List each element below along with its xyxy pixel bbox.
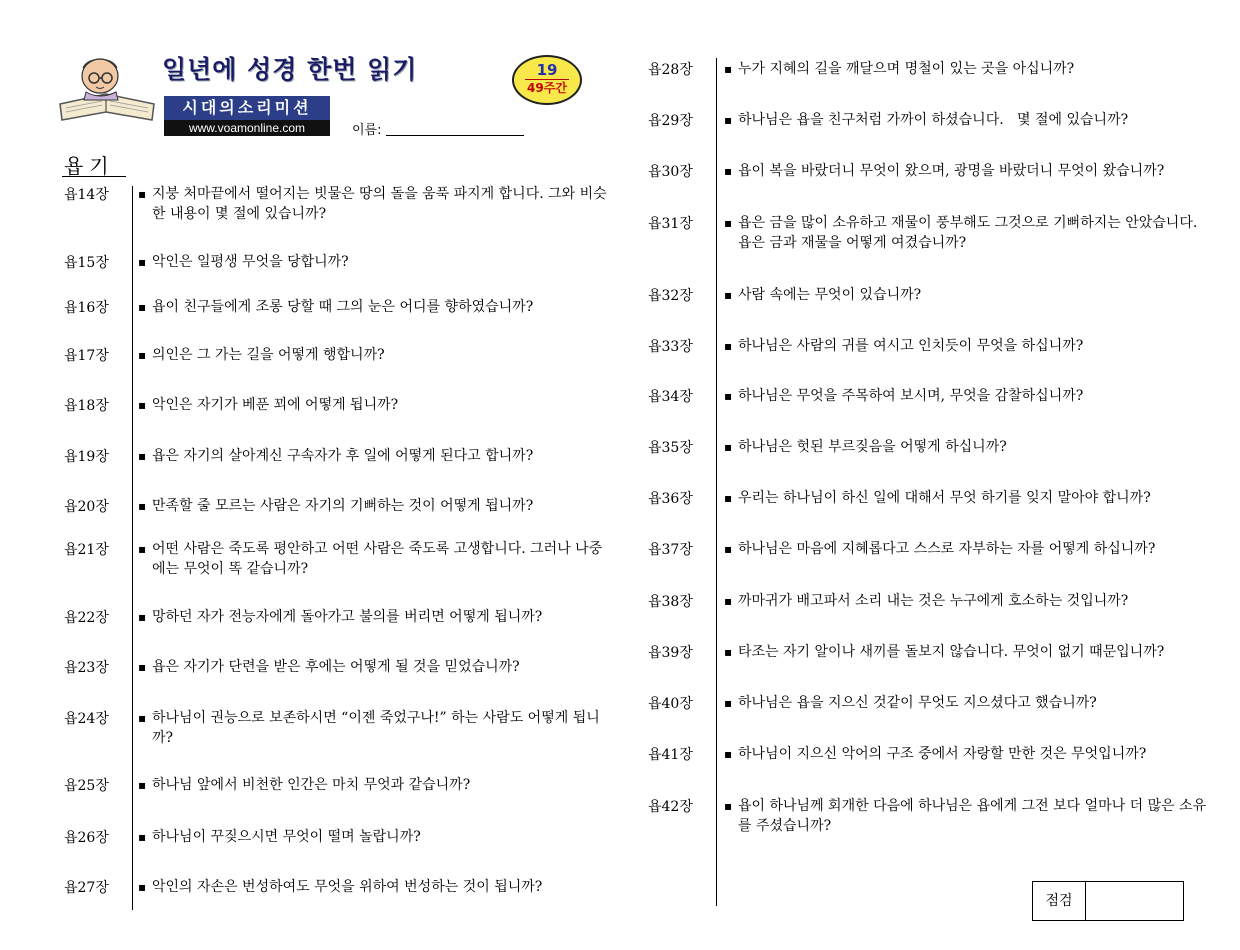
check-box[interactable] — [1032, 881, 1184, 921]
reading-man-illustration — [56, 54, 158, 124]
question-text: 만족할 줄 모르는 사람은 자기의 기뻐하는 것이 어떻게 됩니까? — [152, 498, 534, 514]
bullet-icon: ▪ — [724, 164, 733, 178]
bullet-icon: ▪ — [138, 348, 147, 362]
question-text: 하나님은 사람의 귀를 여시고 인치듯이 무엇을 하십니까? — [738, 338, 1084, 354]
chapter-label: 욥35장 — [648, 440, 693, 456]
question-text: 욥이 친구들에게 조롱 당할 때 그의 눈은 어디를 향하였습니까? — [152, 299, 534, 315]
chapter-label: 욥14장 — [64, 187, 109, 203]
badge-week: 49주간 — [527, 81, 567, 95]
chapter-label: 욥40장 — [648, 696, 693, 712]
chapter-label: 욥37장 — [648, 542, 693, 558]
chapter-label: 욥39장 — [648, 645, 693, 661]
chapter-label: 욥21장 — [64, 542, 109, 558]
check-label: 점검 — [1033, 882, 1086, 920]
question-text: 망하던 자가 전능자에게 돌아가고 불의를 버리면 어떻게 됩니까? — [152, 609, 543, 625]
bullet-icon: ▪ — [724, 542, 733, 556]
question-text: 욥은 자기의 살아계신 구속자가 후 일에 어떻게 된다고 합니까? — [152, 448, 534, 464]
chapter-label: 욥36장 — [648, 491, 693, 507]
chapter-label: 욥41장 — [648, 747, 693, 763]
question-text: 하나님 앞에서 비천한 인간은 마치 무엇과 같습니까? — [152, 777, 471, 793]
question-text: 하나님이 지으신 악어의 구조 중에서 자랑할 만한 것은 무엇입니까? — [738, 746, 1147, 762]
bullet-icon: ▪ — [138, 255, 147, 269]
bullet-icon: ▪ — [724, 62, 733, 76]
chapter-label: 욥27장 — [64, 880, 109, 896]
question-text: 악인은 자기가 베푼 꾀에 어떻게 됩니까? — [152, 397, 399, 413]
chapter-label: 욥42장 — [648, 799, 693, 815]
chapter-label: 욥20장 — [64, 499, 109, 515]
question-text: 타조는 자기 알이나 새끼를 돌보지 않습니다. 무엇이 없기 때문입니까? — [738, 644, 1165, 660]
question-text: 악인은 일평생 무엇을 당합니까? — [152, 254, 349, 270]
question-text: 누가 지혜의 길을 깨달으며 명철이 있는 곳을 아십니까? — [738, 61, 1075, 77]
schedule-badge — [512, 55, 582, 105]
question-text: 우리는 하나님이 하신 일에 대해서 무엇 하기를 잊지 말아야 합니까? — [738, 490, 1151, 506]
chapter-label: 욥15장 — [64, 255, 109, 271]
chapter-label: 욥33장 — [648, 339, 693, 355]
chapter-label: 욥24장 — [64, 711, 109, 727]
chapter-label: 욥19장 — [64, 449, 109, 465]
org-name: 시대의소리미션 — [164, 96, 330, 120]
bullet-icon: ▪ — [724, 113, 733, 127]
chapter-label: 욥28장 — [648, 62, 693, 78]
question-text: 욥이 복을 바랐더니 무엇이 왔으며, 광명을 바랐더니 무엇이 왔습니까? — [738, 163, 1165, 179]
bullet-icon: ▪ — [138, 830, 147, 844]
bullet-icon: ▪ — [724, 696, 733, 710]
question-text: 지붕 처마끝에서 떨어지는 빗물은 땅의 돌을 움푹 파지게 합니다. 그와 비슷한 내용이 몇 절에 있습니까? — [152, 186, 607, 222]
bullet-icon: ▪ — [724, 491, 733, 505]
bullet-icon: ▪ — [138, 542, 147, 556]
question-text: 까마귀가 배고파서 소리 내는 것은 누구에게 호소하는 것입니까? — [738, 593, 1129, 609]
question-text: 어떤 사람은 죽도록 평안하고 어떤 사람은 죽도록 고생합니다. 그러나 나중에는 무엇이 똑 같습니까? — [152, 541, 603, 577]
question-text: 하나님은 마음에 지혜롭다고 스스로 자부하는 자를 어떻게 하십니까? — [738, 541, 1156, 557]
bullet-icon: ▪ — [724, 389, 733, 403]
bullet-icon: ▪ — [138, 398, 147, 412]
chapter-label: 욥29장 — [648, 113, 693, 129]
question-text: 욥은 금을 많이 소유하고 재물이 풍부해도 그것으로 기뻐하지는 안았습니다. 욥은 금과 재물을 어떻게 여겼습니까? — [738, 215, 1198, 251]
chapter-label: 욥23장 — [64, 660, 109, 676]
bullet-icon: ▪ — [138, 880, 147, 894]
chapter-label: 욥17장 — [64, 348, 109, 364]
right-column-divider — [716, 58, 717, 906]
bullet-icon: ▪ — [138, 711, 147, 725]
bullet-icon: ▪ — [724, 440, 733, 454]
name-field-line[interactable] — [386, 135, 524, 136]
chapter-label: 욥26장 — [64, 830, 109, 846]
badge-day: 19 — [536, 61, 558, 79]
question-text: 하나님은 헛된 부르짖음을 어떻게 하십니까? — [738, 439, 1007, 455]
question-text: 하나님은 무엇을 주목하여 보시며, 무엇을 감찰하십니까? — [738, 388, 1084, 404]
question-text: 욥은 자기가 단련을 받은 후에는 어떻게 될 것을 믿었습니까? — [152, 659, 520, 675]
question-text: 사람 속에는 무엇이 있습니까? — [738, 287, 922, 303]
org-url: www.voamonline.com — [164, 120, 330, 136]
question-text: 욥이 하나님께 회개한 다음에 하나님은 욥에게 그전 보다 얼마나 더 많은 소유를 주셨습니까? — [738, 798, 1207, 834]
left-column-divider — [132, 186, 133, 910]
bullet-icon: ▪ — [138, 187, 147, 201]
bullet-icon: ▪ — [724, 288, 733, 302]
chapter-label: 욥31장 — [648, 216, 693, 232]
chapter-label: 욥30장 — [648, 164, 693, 180]
chapter-label: 욥38장 — [648, 594, 693, 610]
bullet-icon: ▪ — [724, 645, 733, 659]
section-title: 욥기 — [64, 154, 115, 178]
bullet-icon: ▪ — [724, 339, 733, 353]
bullet-icon: ▪ — [724, 594, 733, 608]
question-text: 하나님은 욥을 친구처럼 가까이 하셨습니다. 몇 절에 있습니까? — [738, 112, 1129, 128]
bullet-icon: ▪ — [724, 747, 733, 761]
chapter-label: 욥22장 — [64, 610, 109, 626]
name-label: 이름: — [352, 123, 382, 138]
bullet-icon: ▪ — [138, 449, 147, 463]
chapter-label: 욥32장 — [648, 288, 693, 304]
chapter-label: 욥16장 — [64, 300, 109, 316]
page-title: 일년에 성경 한번 읽기 — [162, 55, 418, 84]
bullet-icon: ▪ — [724, 799, 733, 813]
bullet-icon: ▪ — [138, 300, 147, 314]
bullet-icon: ▪ — [724, 216, 733, 230]
section-underline — [62, 176, 126, 177]
bullet-icon: ▪ — [138, 778, 147, 792]
bullet-icon: ▪ — [138, 660, 147, 674]
question-text: 하나님이 꾸짖으시면 무엇이 떨며 놀랍니까? — [152, 829, 421, 845]
question-text: 악인의 자손은 번성하여도 무엇을 위하여 번성하는 것이 됩니까? — [152, 879, 543, 895]
chapter-label: 욥34장 — [648, 389, 693, 405]
chapter-label: 욥25장 — [64, 778, 109, 794]
bullet-icon: ▪ — [138, 499, 147, 513]
question-text: 하나님은 욥을 지으신 것같이 무엇도 지으셨다고 했습니까? — [738, 695, 1097, 711]
chapter-label: 욥18장 — [64, 398, 109, 414]
question-text: 하나님이 권능으로 보존하시면 “이젠 죽었구나!” 하는 사람도 어떻게 됩니까? — [152, 710, 600, 746]
bullet-icon: ▪ — [138, 610, 147, 624]
question-text: 의인은 그 가는 길을 어떻게 행합니까? — [152, 347, 385, 363]
